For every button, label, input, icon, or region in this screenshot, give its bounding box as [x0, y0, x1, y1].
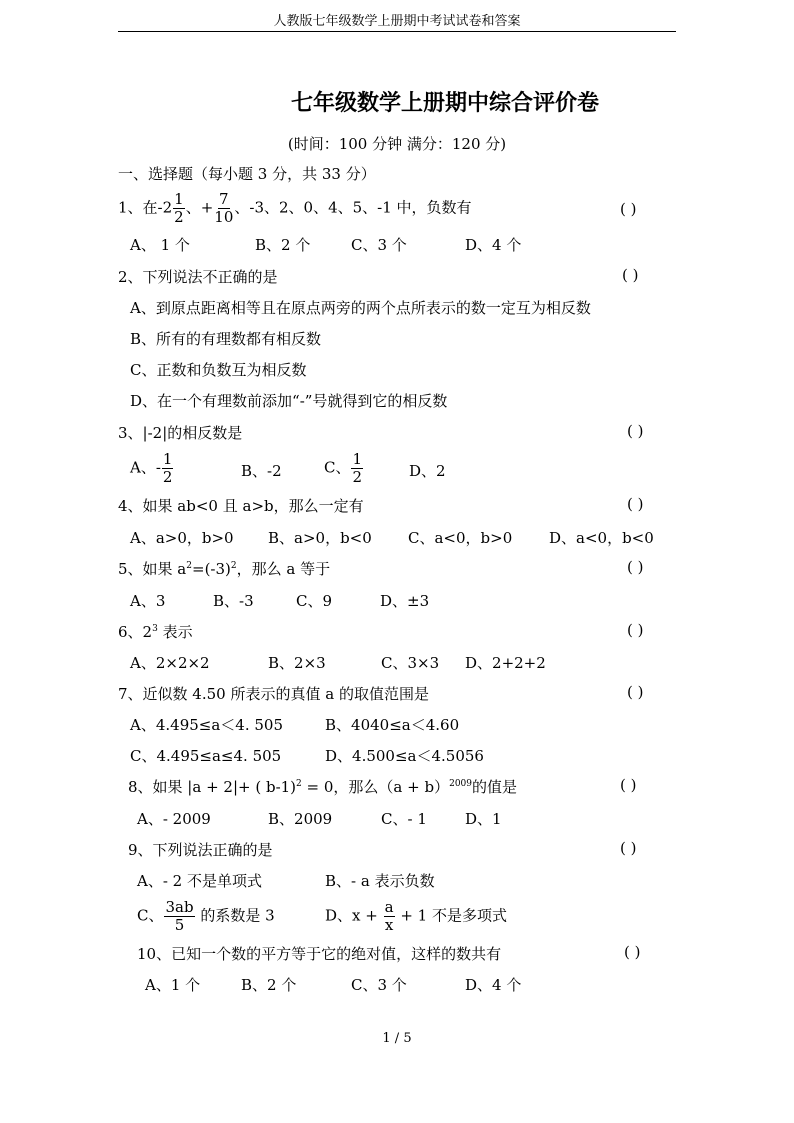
q2-option-a: A、到原点距离相等且在原点两旁的两个点所表示的数一定互为相反数 — [130, 299, 591, 317]
fraction-denominator: 10 — [214, 208, 234, 226]
section-heading: 一、选择题（每小题 3 分，共 33 分） — [118, 165, 376, 183]
q9-option-d-label: D、x + — [325, 906, 383, 925]
q1-text-pre: 1、在-2 — [118, 198, 173, 217]
question-5-stem — [118, 558, 330, 579]
question-1-stem — [118, 192, 472, 225]
q10-option-b: B、2 个 — [241, 976, 297, 994]
q7-option-a: A、4.495≤a＜4. 505 — [130, 716, 283, 734]
fraction-denominator: 2 — [352, 468, 363, 486]
fraction-denominator: x — [384, 916, 394, 934]
q8-option-c: C、- 1 — [381, 810, 427, 828]
q9-option-b: B、- a 表示负数 — [325, 872, 435, 890]
q3-option-c-label: C、 — [324, 458, 351, 477]
q8-text-pre: 8、如果 |a + 2|+ ( b-1) — [128, 778, 297, 796]
fraction-denominator: 2 — [174, 208, 184, 226]
answer-blank-5: ( ) — [627, 558, 644, 576]
q8-text-post: 的值是 — [472, 778, 518, 796]
answer-blank-9: ( ) — [620, 839, 637, 857]
answer-blank-2: ( ) — [622, 266, 639, 284]
q5-text-post: ，那么 a 等于 — [236, 560, 331, 578]
q1-option-c: C、3 个 — [351, 236, 407, 254]
fraction-numerator: 7 — [219, 190, 229, 208]
q9-option-d-text: + 1 不是多项式 — [395, 906, 507, 925]
answer-blank-6: ( ) — [627, 621, 644, 639]
question-7-stem: 7、近似数 4.50 所表示的真值 a 的取值范围是 — [118, 685, 429, 703]
answer-blank-8: ( ) — [620, 776, 637, 794]
q3-fraction-a — [162, 452, 174, 485]
q1-option-d: D、4 个 — [465, 236, 522, 254]
q5-exponent-2: 2 — [230, 561, 237, 571]
q2-option-c: C、正数和负数互为相反数 — [130, 361, 307, 379]
q2-option-d: D、在一个有理数前添加“-”号就得到它的相反数 — [130, 392, 448, 410]
answer-blank-7: ( ) — [627, 683, 644, 701]
q6-option-a: A、2×2×2 — [130, 654, 210, 672]
q3-option-a — [130, 452, 174, 485]
q10-option-c: C、3 个 — [351, 976, 407, 994]
q3-fraction-c — [351, 452, 363, 485]
q8-exponent-1: 2 — [296, 779, 302, 789]
fraction-numerator: 3ab — [165, 898, 194, 916]
q4-option-c: C、a<0，b>0 — [408, 529, 513, 547]
fraction-numerator: 1 — [352, 450, 363, 468]
q3-option-b: B、-2 — [241, 462, 282, 480]
question-8-stem — [128, 776, 517, 797]
q8-exponent-2: 2009 — [449, 779, 472, 789]
q6-text-post: 表示 — [157, 623, 193, 641]
page-title: 七年级数学上册期中综合评价卷 — [290, 90, 599, 116]
q5-option-c: C、9 — [296, 592, 333, 610]
q8-option-a: A、- 2009 — [137, 810, 211, 828]
answer-blank-4: ( ) — [627, 495, 644, 513]
exam-info: (时间：100 分钟 满分：120 分) — [287, 135, 507, 153]
q10-option-d: D、4 个 — [465, 976, 522, 994]
answer-blank-10: ( ) — [624, 943, 641, 961]
q1-fraction-2 — [214, 192, 233, 225]
fraction-numerator: 1 — [174, 190, 184, 208]
q4-option-a: A、a>0，b>0 — [130, 529, 234, 547]
question-6-stem — [118, 621, 193, 642]
q7-option-b: B、4040≤a＜4.60 — [325, 716, 460, 734]
q9-option-c — [137, 900, 275, 933]
q1-option-b: B、2 个 — [255, 236, 311, 254]
q9-fraction-d — [384, 900, 395, 933]
q5-text-pre: 5、如果 a — [118, 560, 187, 578]
fraction-numerator: 1 — [162, 450, 173, 468]
header-divider — [118, 31, 676, 32]
q5-option-d: D、±3 — [380, 592, 430, 610]
q1-option-a: A、 1 个 — [130, 236, 190, 254]
q5-text-mid: =(-3) — [192, 560, 231, 578]
page-header: 人教版七年级数学上册期中考试试卷和答案 — [273, 14, 521, 29]
q6-option-d: D、2+2+2 — [465, 654, 546, 672]
q5-exponent-1: 2 — [186, 561, 192, 571]
q6-option-c: C、3×3 — [381, 654, 440, 672]
q9-option-c-text: 的系数是 3 — [195, 906, 275, 925]
q3-option-c — [324, 452, 364, 485]
question-3-stem: 3、|-2|的相反数是 — [118, 424, 243, 442]
q9-fraction-c — [164, 900, 194, 933]
q1-fraction-1 — [173, 192, 185, 225]
q8-option-b: B、2009 — [268, 810, 333, 828]
question-10-stem: 10、已知一个数的平方等于它的绝对值，这样的数共有 — [137, 945, 502, 963]
fraction-denominator: 2 — [162, 468, 173, 486]
q5-option-a: A、3 — [130, 592, 166, 610]
q3-option-d: D、2 — [409, 462, 446, 480]
q9-option-d — [325, 900, 507, 933]
q1-text-post: 、-3、2、0、4、5、-1 中，负数有 — [234, 198, 472, 217]
q7-option-d: D、4.500≤a＜4.5056 — [325, 747, 484, 765]
question-4-stem: 4、如果 ab<0 且 a>b，那么一定有 — [118, 497, 364, 515]
q6-exponent: 3 — [152, 624, 158, 634]
answer-blank-3: ( ) — [627, 422, 644, 440]
q5-option-b: B、-3 — [213, 592, 254, 610]
q7-option-c: C、4.495≤a≤4. 505 — [130, 747, 282, 765]
q6-text-pre: 6、2 — [118, 623, 153, 641]
q2-option-b: B、所有的有理数都有相反数 — [130, 330, 322, 348]
answer-blank-1: ( ) — [620, 200, 637, 218]
question-2-stem: 2、下列说法不正确的是 — [118, 268, 278, 286]
question-9-stem: 9、下列说法正确的是 — [128, 841, 273, 859]
fraction-numerator: a — [384, 898, 394, 916]
page-number: 1 / 5 — [382, 1031, 412, 1046]
fraction-denominator: 5 — [174, 916, 185, 934]
q9-option-c-label: C、 — [137, 906, 164, 925]
q8-option-d: D、1 — [465, 810, 502, 828]
q8-text-mid: = 0，那么（a + b） — [301, 778, 450, 796]
q3-option-a-label: A、- — [130, 458, 161, 477]
q4-option-d: D、a<0，b<0 — [549, 529, 654, 547]
q4-option-b: B、a>0，b<0 — [268, 529, 372, 547]
q9-option-a: A、- 2 不是单项式 — [137, 872, 262, 890]
q10-option-a: A、1 个 — [145, 976, 201, 994]
q6-option-b: B、2×3 — [268, 654, 326, 672]
q1-text-mid: 、+ — [185, 198, 214, 217]
